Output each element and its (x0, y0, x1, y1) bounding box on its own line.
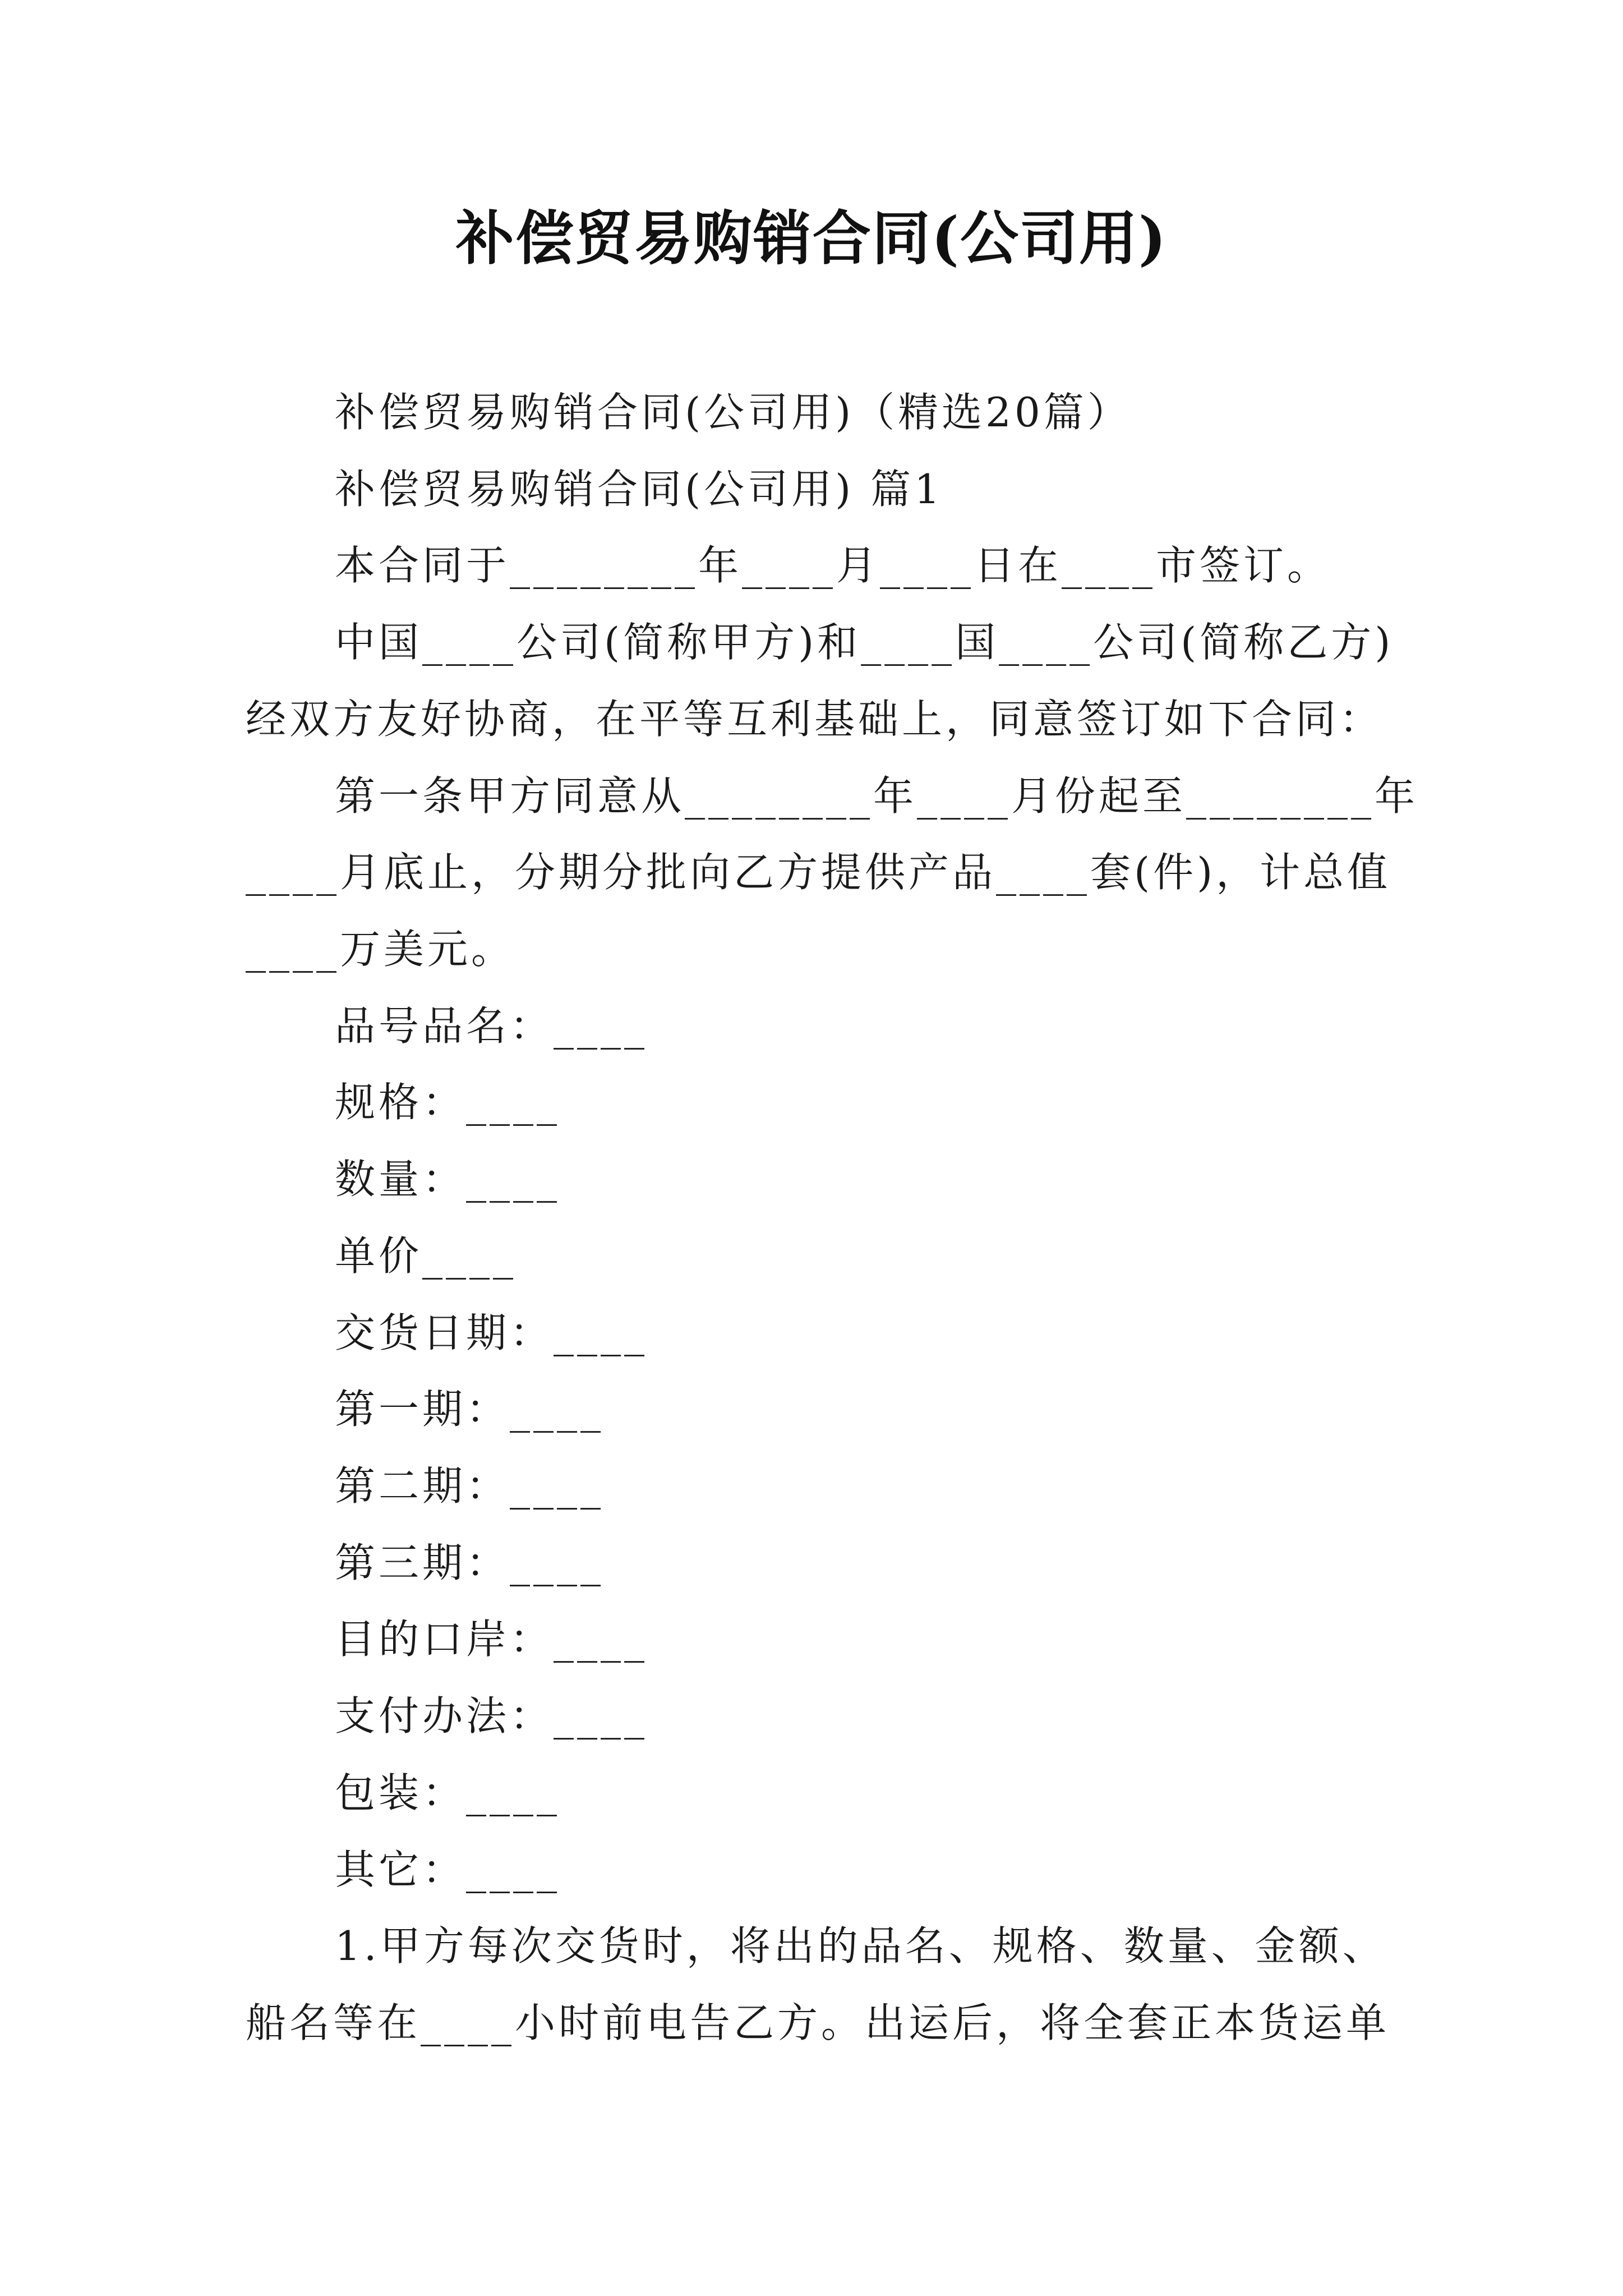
paragraph-line: ____万美元。 (246, 926, 515, 973)
field-line: 第一期：____ (335, 1386, 605, 1433)
paragraph-line: 本合同于________年____月____日在____市签订。 (335, 542, 1331, 589)
paragraph-line: 中国____公司(简称甲方)和____国____公司(简称乙方) (335, 619, 1394, 666)
field-line: 支付办法：____ (335, 1692, 648, 1740)
field-line: 目的口岸：____ (335, 1616, 648, 1663)
field-line: 第三期：____ (335, 1539, 605, 1586)
field-line: 交货日期：____ (335, 1309, 648, 1356)
paragraph-line: 1.甲方每次交货时，将出的品名、规格、数量、金额、 (335, 1922, 1386, 1970)
paragraph-line: ____月底止，分期分批向乙方提供产品____套(件)，计总值 (246, 849, 1391, 896)
field-line: 单价____ (335, 1232, 517, 1280)
field-line: 其它：____ (335, 1846, 561, 1893)
paragraph-line: 船名等在____小时前电告乙方。出运后，将全套正本货运单 (246, 1999, 1390, 2046)
subtitle-line: 补偿贸易购销合同(公司用)（精选20篇） (335, 389, 1131, 436)
field-line: 规格：____ (335, 1079, 561, 1126)
field-line: 第二期：____ (335, 1462, 605, 1510)
field-line: 数量：____ (335, 1156, 561, 1203)
paragraph-line: 第一条甲方同意从________年____月份起至________年 (335, 772, 1419, 820)
field-line: 包装：____ (335, 1769, 561, 1816)
section-heading: 补偿贸易购销合同(公司用) 篇1 (335, 466, 943, 513)
paragraph-line: 经双方友好协商，在平等互利基础上，同意签订如下合同： (246, 696, 1384, 743)
document-title: 补偿贸易购销合同(公司用) (455, 204, 1168, 273)
field-line: 品号品名：____ (335, 1002, 648, 1050)
